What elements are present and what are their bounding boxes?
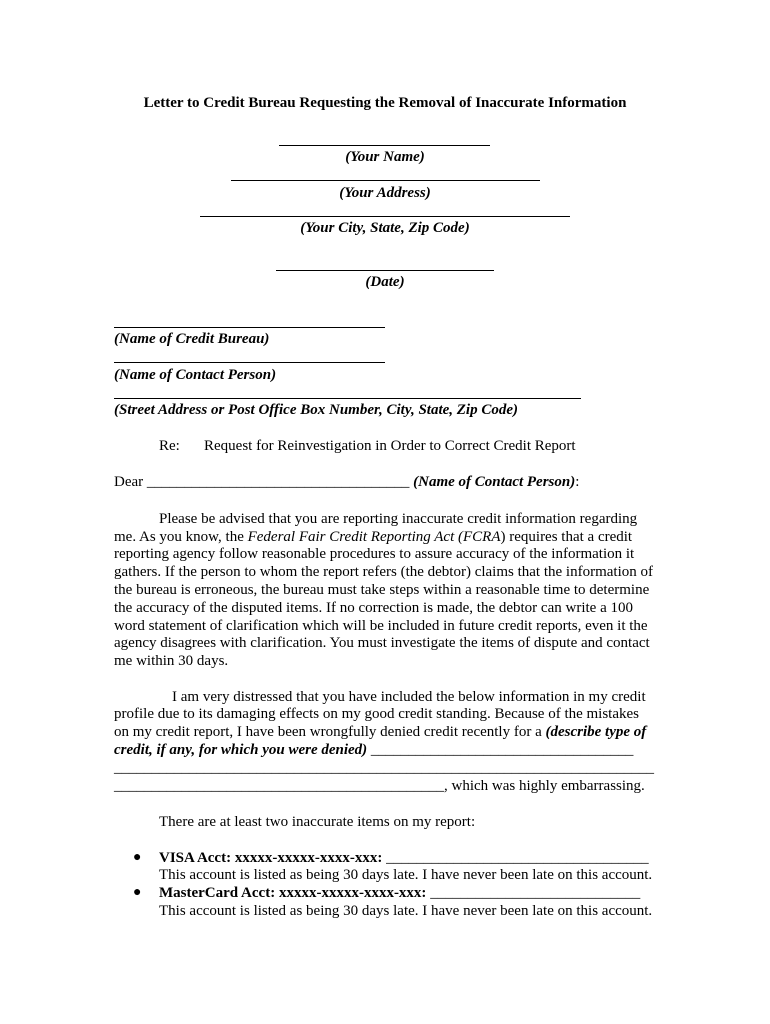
visa-account-note: This account is listed as being 30 days late. I have never been late on this account. [159,867,653,883]
date-label: (Date) [365,274,405,290]
mastercard-account-label: MasterCard Acct: xxxxx-xxxxx-xxxx-xxx: [159,885,427,901]
p1-line2-pre: me. As you know, the [114,529,248,545]
date-line[interactable] [276,270,494,271]
p2-line1: I am very distressed that you have included the below information in my credit [172,689,646,705]
re-subject: Request for Reinvestigation in Order to Correct Credit Report [204,438,576,454]
visa-account-line [159,849,649,867]
your-city-line[interactable] [200,216,570,217]
salutation [114,473,579,491]
items-intro: There are at least two inaccurate items on my report: [159,814,476,830]
bullet-icon: ● [133,885,142,900]
contact-person-label: (Name of Contact Person) [114,367,277,383]
your-name-label: (Your Name) [345,149,425,165]
visa-account-label: VISA Acct: xxxxx-xxxxx-xxxx-xxx: [159,850,383,866]
credit-bureau-label: (Name of Credit Bureau) [114,331,270,347]
p1-line3: reporting agency follow reasonable procedures to assure accuracy of the information it [114,546,635,562]
credit-type-blank[interactable]: ___________________________________ [367,742,634,758]
p1-line2 [114,528,632,546]
your-name-line[interactable] [279,145,490,146]
street-address-line[interactable] [114,398,581,399]
describe-credit-prompt-cont: credit, if any, for which you were denied) [114,742,368,758]
p2-line3-pre: on my credit report, I have been wrongfully denied credit recently for a [114,724,546,740]
p1-line2-post: ) requires that a credit [500,529,633,545]
mastercard-account-blank[interactable]: ____________________________ [426,885,641,901]
document-title: Letter to Credit Bureau Requesting the Removal of Inaccurate Information [143,95,627,111]
bullet-icon: ● [133,850,142,865]
mastercard-account-line [159,884,640,902]
visa-account-blank[interactable]: ___________________________________ [382,850,649,866]
salutation-dear: Dear ___________________________________ [114,474,410,490]
p2-line3 [114,723,646,741]
salutation-colon: : [575,474,580,490]
p2-line4 [114,741,633,759]
your-address-label: (Your Address) [339,185,431,201]
describe-credit-prompt: (describe type of [545,724,647,740]
contact-person-line[interactable] [114,362,385,363]
your-city-label: (Your City, State, Zip Code) [300,220,470,236]
your-address-line[interactable] [231,180,540,181]
p1-line9: me within 30 days. [114,653,229,669]
p1-line8: agency disagrees with clarification. You must investigate the items of dispute and contact [114,635,650,651]
re-prefix: Re: [159,438,180,454]
p2-line6: ____________________________________________, which was highly embarrassing. [114,778,645,794]
p2-line2: profile due to its damaging effects on my good credit standing. Because of the mistakes [114,706,640,722]
p1-line5: the bureau is erroneous, the bureau must take steps within a reasonable time to determine [114,582,650,598]
fcra-reference: Federal Fair Credit Reporting Act (FCRA [247,529,501,545]
salutation-contact: (Name of Contact Person) [413,474,576,490]
mastercard-account-note: This account is listed as being 30 days late. I have never been late on this account. [159,903,653,919]
p1-line4: gathers. If the person to whom the report refers (the debtor) claims that the information of [114,564,653,580]
p1-line1: Please be advised that you are reporting inaccurate credit information regarding [159,511,638,527]
p1-line7: word statement of clarification which will be included in future credit reports, even it the [114,618,648,634]
credit-bureau-line[interactable] [114,327,385,328]
p2-line5[interactable]: ________________________________________________________________________ [114,760,654,776]
street-address-label: (Street Address or Post Office Box Number, City, State, Zip Code) [114,402,519,418]
p1-line6: the accuracy of the disputed items. If no correction is made, the debtor can write a 100 [114,600,633,616]
